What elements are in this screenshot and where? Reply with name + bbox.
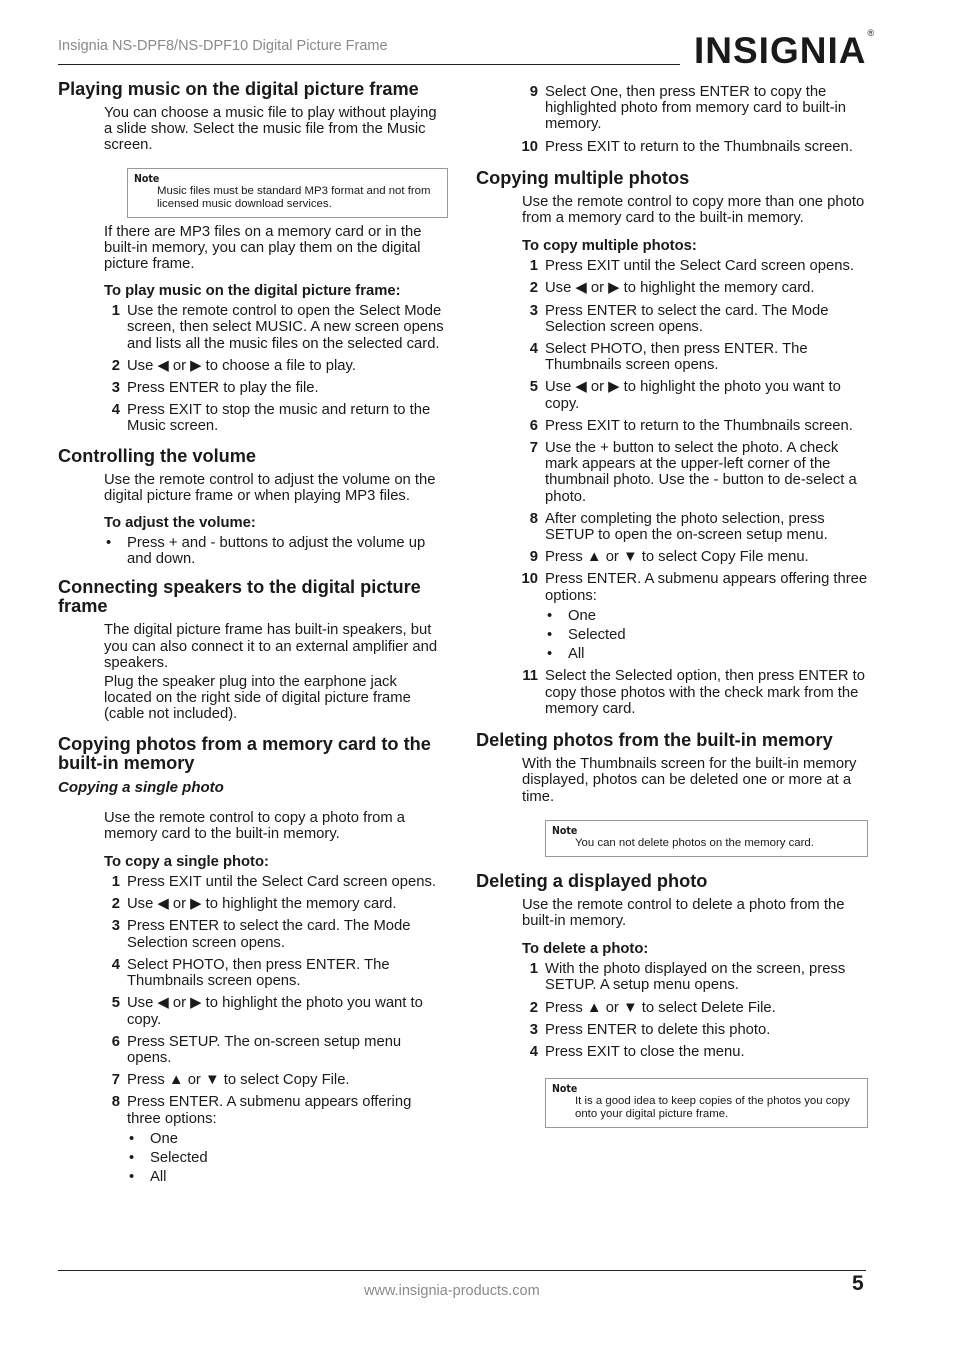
page-number: 5 (852, 1272, 864, 1295)
procedure-title: To delete a photo: (522, 941, 649, 958)
procedure-title: To copy a single photo: (104, 854, 269, 871)
list-item: 10 Press ENTER. A submenu appears offering three options: • One • Selected • All (522, 571, 868, 662)
list-item: 4 Press EXIT to stop the music and return to the Music screen. (111, 402, 431, 435)
list-item: 11 Select the Selected option, then press ENTER to copy those photos with the check mark from the memory card. (522, 668, 865, 717)
left-column (58, 80, 448, 1191)
header-title: Insignia NS-DPF8/NS-DPF10 Digital Picture Frame (58, 38, 388, 54)
list-item: 2 Use ◀ or ▶ to choose a file to play. (111, 357, 356, 374)
single-photo-steps-cont (476, 84, 868, 155)
list-item: 3 Press ENTER to select the card. The Mode Selection screen opens. (111, 918, 411, 951)
deleting-intro: With the Thumbnails screen for the built-in memory displayed, photos can be deleted one or more at a time. (522, 756, 857, 805)
delete-steps (476, 961, 868, 1060)
section-heading-playing-music: Playing music on the digital picture frame (58, 79, 419, 99)
section-heading-copying: Copying photos from a memory card to the built-in memory (58, 733, 431, 773)
list-item: 6 Press EXIT to return to the Thumbnails screen. (529, 417, 853, 434)
list-item: 7 Use the + button to select the photo. A check mark appears at the upper-left corner of the thumbnail photo. Use the - button to de-select a photo. (529, 440, 857, 505)
logo-text: INSIGNIA (694, 30, 867, 71)
single-photo-intro: Use the remote control to copy a photo from a memory card to the built-in memory. (104, 809, 406, 842)
header-rule (58, 64, 680, 65)
list-item: 1 Press EXIT until the Select Card screen opens. (111, 874, 436, 891)
option-item: • Selected (127, 1150, 448, 1166)
registered-mark: ® (867, 27, 876, 38)
note-box (545, 1078, 868, 1128)
list-item: 2 Use ◀ or ▶ to highlight the memory card. (111, 896, 397, 913)
volume-bullets (58, 535, 448, 567)
section-heading-delete-displayed: Deleting a displayed photo (476, 870, 708, 891)
list-item: 8 Press ENTER. A submenu appears offering three options: • One • Selected • All (104, 1094, 448, 1185)
note-box (545, 820, 868, 857)
option-item: • All (545, 646, 868, 662)
multiple-intro: Use the remote control to copy more than one photo from a memory card to the built-in memory. (522, 193, 865, 227)
multiple-steps (476, 258, 868, 717)
procedure-title: To adjust the volume: (104, 515, 256, 532)
option-list (545, 608, 868, 663)
single-photo-steps (58, 874, 448, 1185)
footer-rule (58, 1270, 866, 1271)
list-item: 1 With the photo displayed on the screen, press SETUP. A setup menu opens. (529, 961, 846, 994)
list-item: 5 Use ◀ or ▶ to highlight the photo you want to copy. (529, 379, 841, 412)
playing-music-intro: You can choose a music file to play without playing a slide show. Select the music file from the Music screen. (104, 105, 437, 154)
note-label: Note (134, 172, 160, 185)
option-item: • Selected (545, 627, 868, 643)
list-item: 4 Select PHOTO, then press ENTER. The Thumbnails screen opens. (529, 341, 808, 374)
note-label: Note (552, 1083, 578, 1096)
subheading-single-photo: Copying a single photo (58, 778, 224, 796)
note-box (127, 168, 448, 218)
brand-logo (694, 27, 876, 72)
right-column (476, 84, 868, 1128)
procedure-title: To copy multiple photos: (522, 238, 697, 255)
list-item: 5 Use ◀ or ▶ to highlight the photo you want to copy. (111, 995, 423, 1028)
option-item: • One (545, 608, 868, 624)
list-item: 4 Select PHOTO, then press ENTER. The Thumbnails screen opens. (111, 956, 390, 990)
list-item: 1 Use the remote control to open the Select Mode screen, then select MUSIC. A new screen opens and lists all the music files on the selected card. (111, 303, 444, 352)
option-item: • One (127, 1131, 448, 1147)
list-item: 3 Press ENTER to select the card. The Mode Selection screen opens. (529, 302, 829, 335)
option-list (127, 1131, 448, 1186)
list-item: 4 Press EXIT to close the menu. (529, 1043, 745, 1060)
list-item: 3 Press ENTER to play the file. (111, 380, 319, 397)
note-text: Music files must be standard MP3 format and not from licensed music download services. (157, 184, 431, 210)
note-text: It is a good idea to keep copies of the photos you copy onto your digital picture frame. (575, 1095, 850, 1121)
playing-music-para: If there are MP3 files on a memory card or in the built-in memory, you can play them on the digital picture frame. (104, 223, 422, 273)
footer-url[interactable]: www.insignia-products.com (364, 1283, 540, 1299)
list-item: 2 Press ▲ or ▼ to select Delete File. (529, 999, 776, 1016)
list-item: 1 Press EXIT until the Select Card screen opens. (529, 258, 854, 275)
note-text: You can not delete photos on the memory card. (575, 836, 814, 849)
speakers-para-1: The digital picture frame has built-in speakers, but you can also connect it to an external amplifier and speakers. (104, 622, 438, 671)
music-steps (58, 303, 448, 434)
list-item: 9 Press ▲ or ▼ to select Copy File menu. (529, 549, 809, 566)
list-item: 2 Use ◀ or ▶ to highlight the memory card. (529, 280, 815, 297)
delete-displayed-intro: Use the remote control to delete a photo from the built-in memory. (522, 896, 845, 929)
volume-intro: Use the remote control to adjust the volume on the digital picture frame or when playing MP3 files. (104, 471, 436, 504)
list-item: 10 Press EXIT to return to the Thumbnails screen. (521, 138, 853, 155)
list-item: 8 After completing the photo selection, press SETUP to open the on-screen setup menu. (529, 510, 828, 544)
section-heading-volume: Controlling the volume (58, 445, 257, 466)
section-heading-speakers: Connecting speakers to the digital picture frame (58, 577, 421, 617)
section-heading-multiple: Copying multiple photos (476, 167, 690, 188)
option-item: • All (127, 1169, 448, 1185)
procedure-title: To play music on the digital picture frame: (104, 283, 401, 300)
note-label: Note (552, 824, 578, 837)
list-item: 9 Select One, then press ENTER to copy the highlighted photo from memory card to built-in memory. (529, 84, 847, 133)
section-heading-deleting: Deleting photos from the built-in memory (476, 730, 833, 751)
list-item: 3 Press ENTER to delete this photo. (529, 1021, 771, 1038)
list-item: • Press + and - buttons to adjust the volume up and down. (104, 535, 448, 567)
speakers-para-2: Plug the speaker plug into the earphone jack located on the right side of digital picture frame (cable not included). (104, 674, 411, 723)
list-item: 6 Press SETUP. The on-screen setup menu opens. (111, 1033, 402, 1066)
list-item: 7 Press ▲ or ▼ to select Copy File. (111, 1072, 350, 1089)
